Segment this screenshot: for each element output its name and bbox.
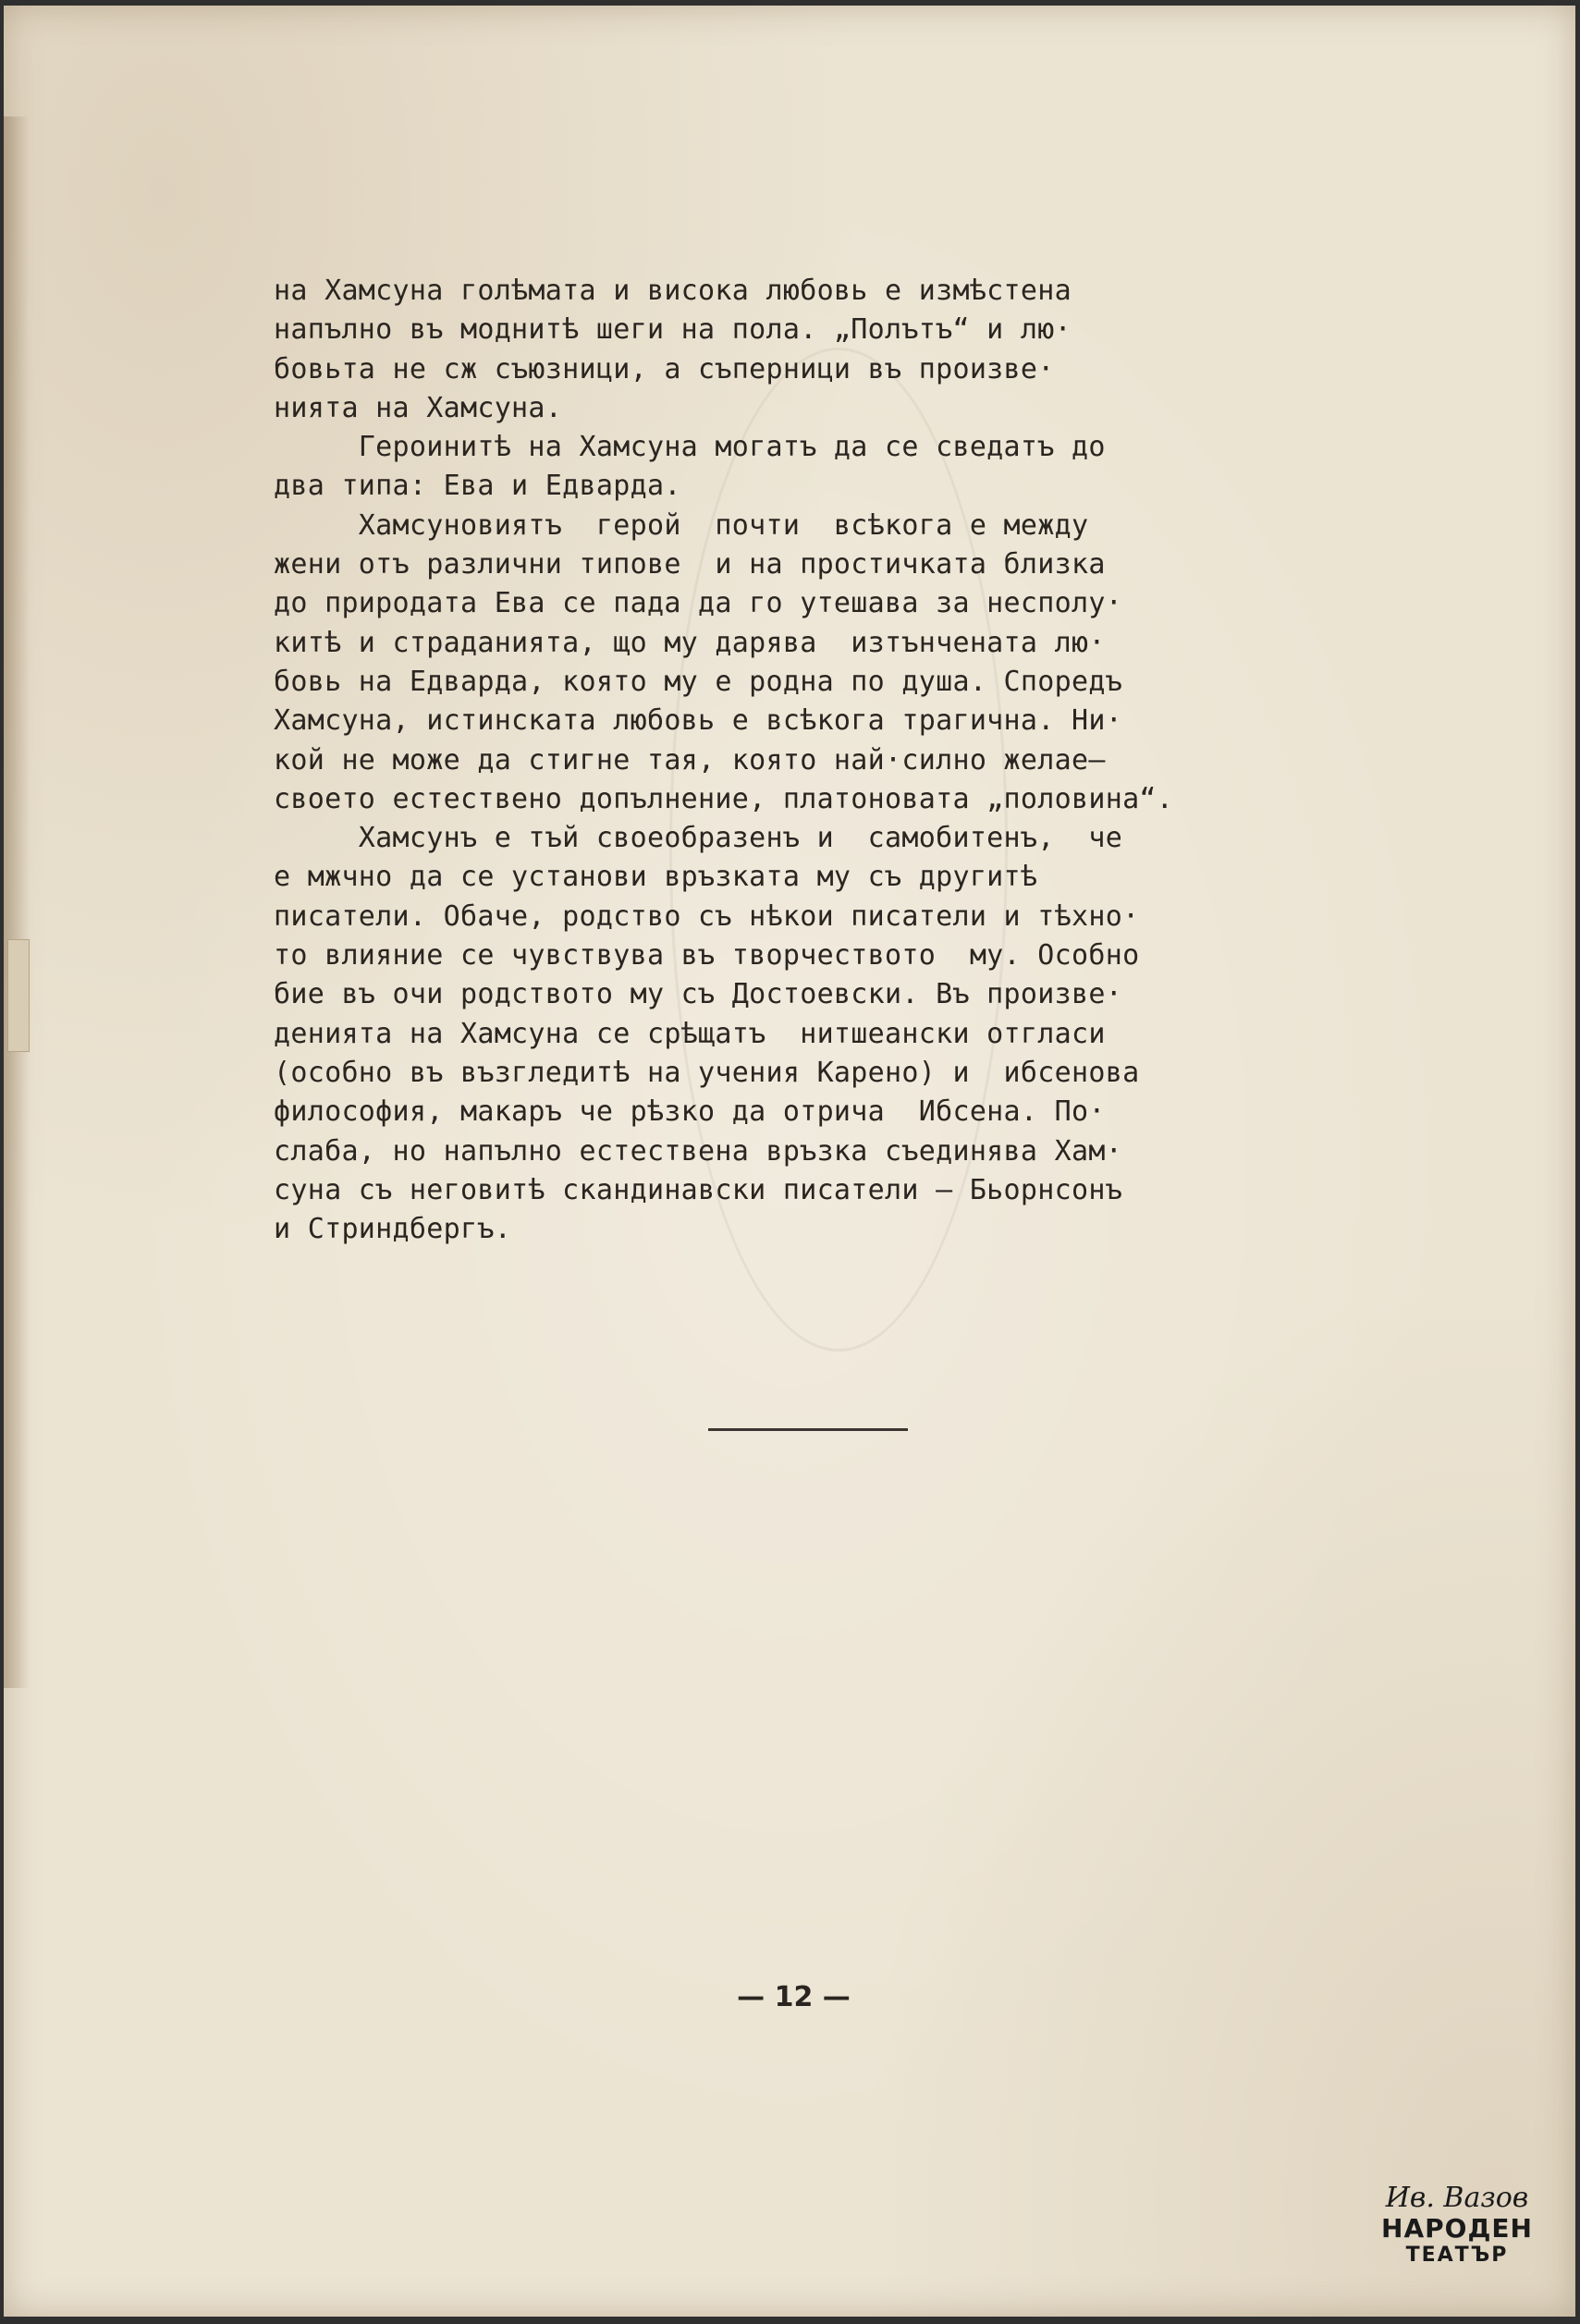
text-line: бовьта не сж съюзници, а съперници въ произве·	[274, 352, 1055, 385]
text-line: денията на Хамсуна се срѣщатъ нитшеански отгласи	[274, 1017, 1106, 1050]
national-theatre-logo	[1378, 2183, 1537, 2292]
section-divider	[708, 1428, 908, 1431]
text-line: напълно въ моднитѣ шеги на пола. „Полътъ“ и лю·	[274, 313, 1072, 347]
text-line: бовь на Едварда, която му е родна по душа. Споредъ	[274, 665, 1123, 698]
text-line: два типа: Ева и Едварда.	[274, 470, 681, 503]
text-line: на Хамсуна голѣмата и висока любовь е измѣстена	[274, 275, 1072, 307]
text-line: своето естествено допълнение, платоновата „половина“.	[274, 782, 1174, 815]
text-line: (особно въ възгледитѣ на учения Карено) и ибсенова	[274, 1056, 1140, 1089]
binding-tape	[7, 939, 30, 1052]
text-line: Хамсуна, истинската любовь е всѣкога трагична. Ни·	[274, 704, 1123, 738]
text-line: слаба, но напълно естествена връзка съединява Хам·	[274, 1134, 1123, 1168]
text-line: жени отъ различни типове и на простичката близка	[274, 548, 1106, 581]
text-line: философия, макаръ че рѣзко да отрича Ибсена. По·	[274, 1095, 1106, 1129]
text-line: Героинитѣ на Хамсуна могатъ да се сведатъ до	[274, 431, 1106, 464]
text-line: Хамсунъ е тъй своеобразенъ и самобитенъ, че	[274, 822, 1123, 855]
text-line: китѣ и страданията, що му дарява изтънчената лю·	[274, 626, 1106, 659]
logo-signature: Ив. Вазов	[1385, 2182, 1529, 2214]
text-line: суна съ неговитѣ скандинавски писатели — Бьорнсонъ	[274, 1173, 1123, 1206]
text-line: то влияние се чувствува въ творчеството му. Особно	[274, 939, 1140, 972]
text-line: Хамсуновиятъ герой почти всѣкога е между	[274, 508, 1089, 542]
logo-line-2: ТЕАТЪР	[1405, 2244, 1509, 2267]
text-line: е мжчно да се установи връзката му съ другитѣ	[274, 861, 1038, 894]
torn-edge	[4, 116, 30, 1688]
text-line: до природата Ева се пада да го утешава за несполу·	[274, 587, 1123, 620]
text-line: и Стриндбергъ.	[274, 1213, 512, 1246]
body-text	[274, 272, 1379, 1249]
text-line: кой не може да стигне тая, която най·силно желае—	[274, 743, 1106, 777]
text-line: писатели. Обаче, родство съ нѣкои писатели и тѣхно·	[274, 899, 1140, 933]
text-line: бие въ очи родството му съ Достоевски. Въ произве·	[274, 978, 1123, 1011]
document-page	[4, 6, 1575, 2317]
text-line: нията на Хамсуна.	[274, 391, 563, 424]
page-number: — 12 —	[737, 1981, 851, 2013]
logo-line-1: НАРОДЕН	[1381, 2213, 1533, 2244]
